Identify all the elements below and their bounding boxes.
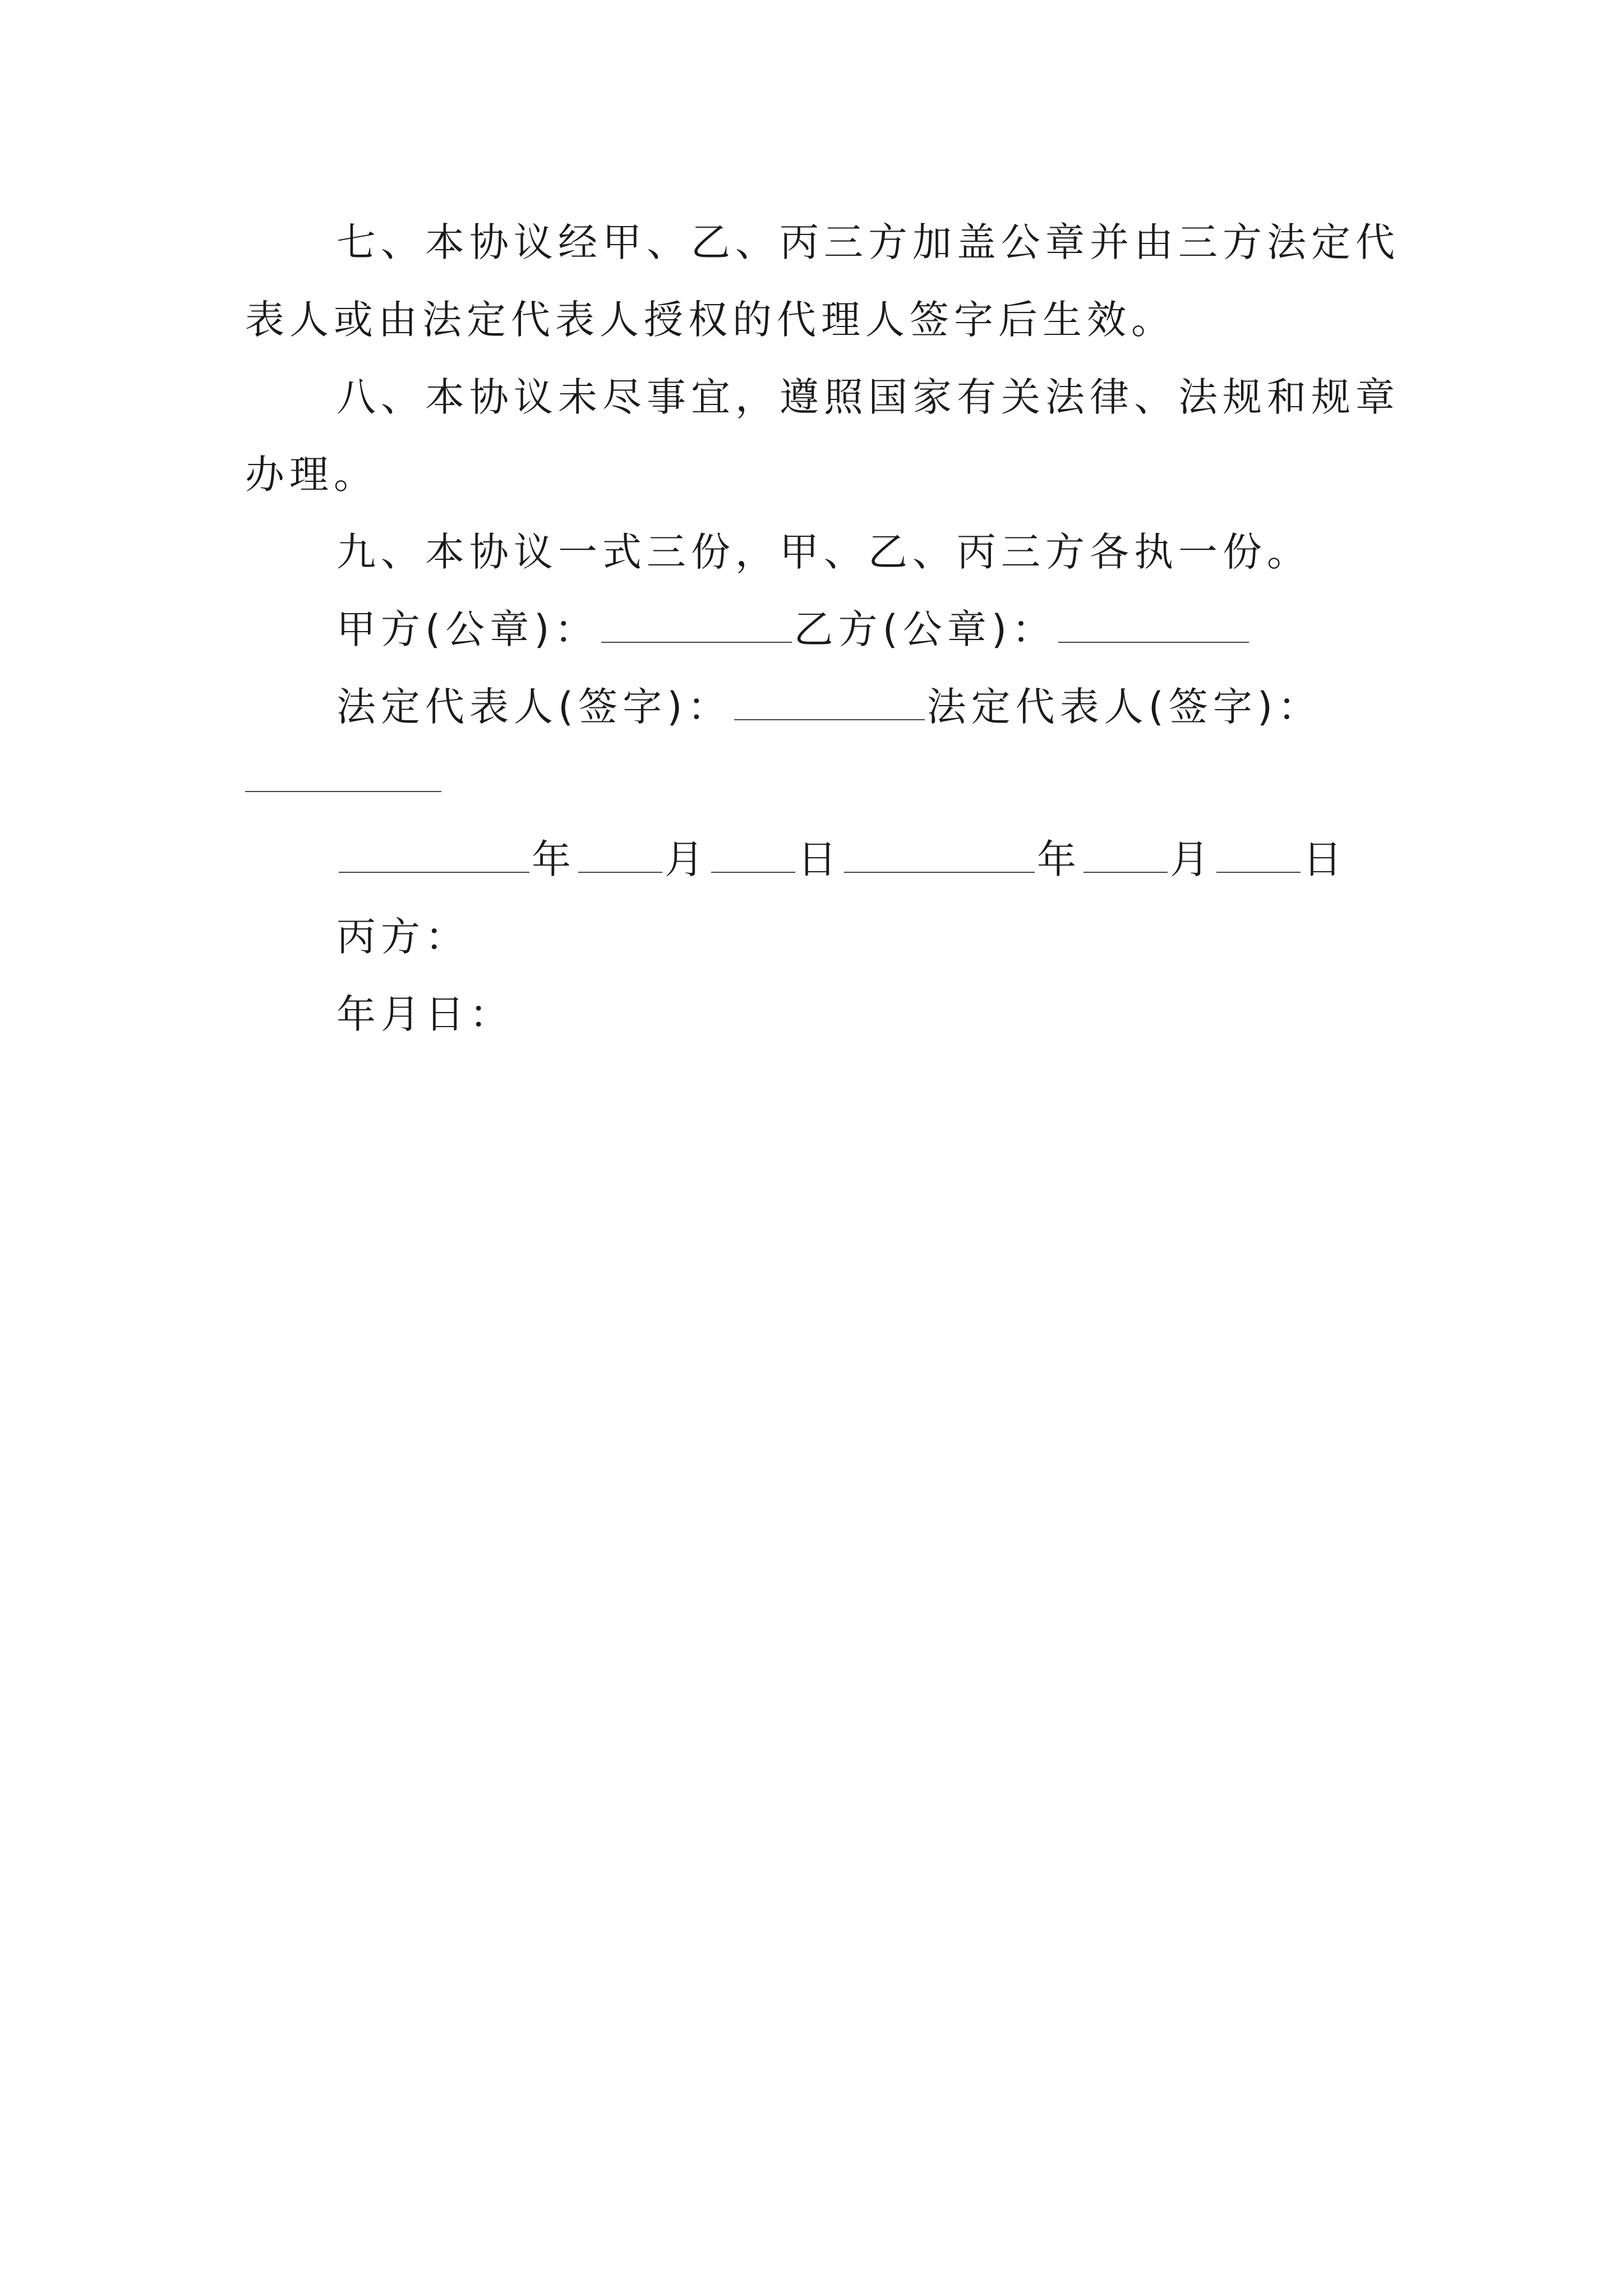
party-b-legal-rep-blank[interactable] — [245, 790, 441, 792]
party-a-year-blank[interactable] — [339, 835, 529, 873]
month-label-b: 月 — [1170, 836, 1214, 882]
seal-line — [336, 601, 1251, 657]
clause-9: 九、本协议一式三份，甲、乙、丙三方各执一份。 — [336, 529, 1311, 575]
day-label-a: 日 — [797, 836, 842, 882]
party-a-month-blank[interactable] — [578, 835, 662, 873]
year-label-b: 年 — [1037, 836, 1081, 882]
year-label-a: 年 — [532, 836, 576, 882]
party-c-date-label: 年月日： — [336, 991, 514, 1037]
party-a-seal-blank[interactable] — [601, 605, 792, 643]
party-a-legal-rep-label: 法定代表人(签字)： — [336, 684, 732, 730]
clause-8-line-2: 办理。 — [245, 452, 378, 498]
party-b-year-blank[interactable] — [844, 835, 1035, 873]
clause-8-line-1: 八、本协议未尽事宜，遵照国家有关法律、法规和规章 — [336, 374, 1400, 420]
party-a-seal-label: 甲方(公章)： — [336, 606, 599, 652]
party-b-seal-blank[interactable] — [1058, 605, 1249, 643]
clause-7-line-2: 表人或由法定代表人授权的代理人签字后生效。 — [245, 297, 1175, 343]
party-c-label: 丙方： — [336, 914, 469, 960]
party-b-month-blank[interactable] — [1083, 835, 1168, 873]
clause-7-line-1: 七、本协议经甲、乙、丙三方加盖公章并由三方法定代 — [336, 219, 1400, 265]
date-line — [336, 831, 1347, 887]
party-a-legal-rep-blank[interactable] — [734, 682, 925, 720]
party-b-day-blank[interactable] — [1216, 835, 1301, 873]
day-label-b: 日 — [1303, 836, 1347, 882]
party-a-day-blank[interactable] — [711, 835, 795, 873]
party-b-legal-rep-label: 法定代表人(签字)： — [926, 684, 1322, 730]
party-b-seal-label: 乙方(公章)： — [794, 606, 1057, 652]
month-label-a: 月 — [665, 836, 709, 882]
legal-rep-line — [336, 679, 1322, 735]
